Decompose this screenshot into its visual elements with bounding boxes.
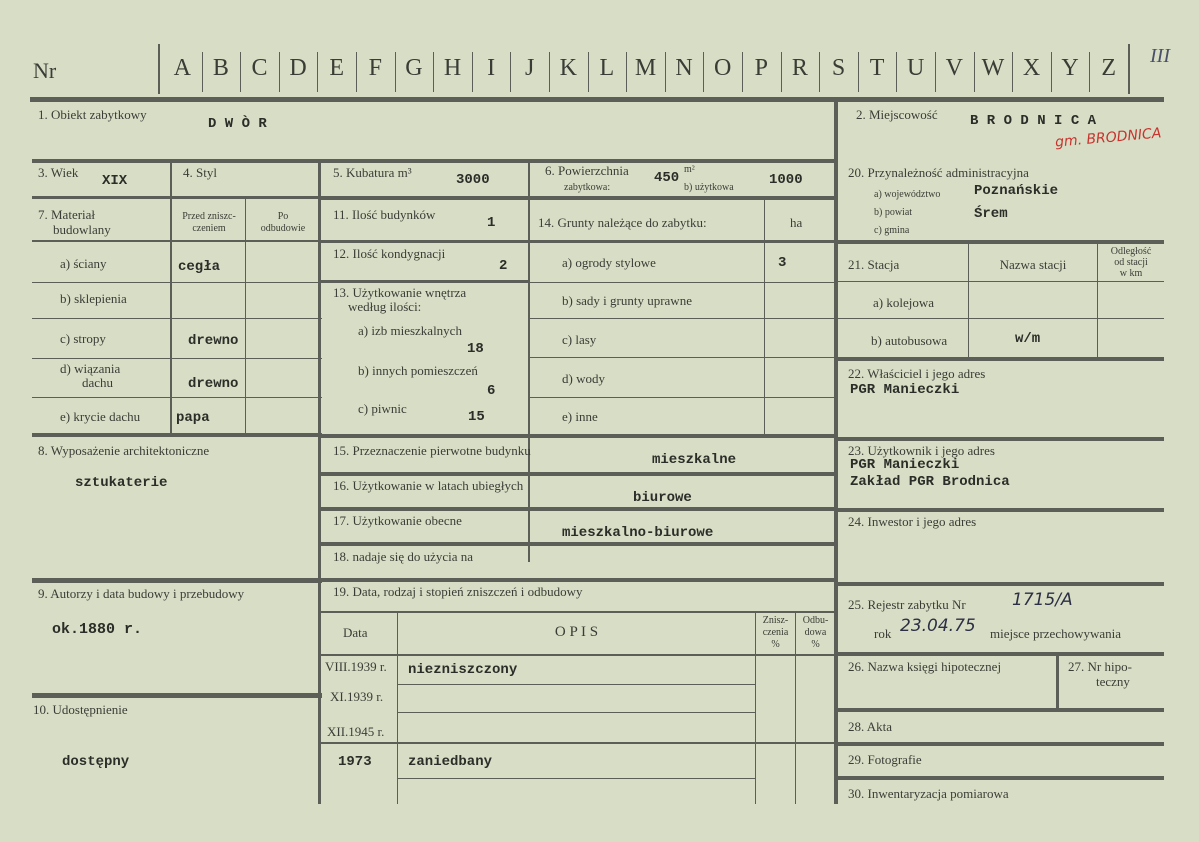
f18-label: 18. nadaje się do użycia na xyxy=(333,549,474,564)
f21-col-name: Nazwa stacji xyxy=(999,257,1067,272)
f20-a-value: Poznańskie xyxy=(974,183,1059,199)
f20-label: 20. Przynależność administracyjna xyxy=(848,165,1029,180)
corner-mark: III xyxy=(1150,45,1170,67)
f19-row-desc: niezniszczony xyxy=(408,662,518,678)
f2-value: B R O D N I C A xyxy=(970,113,1097,129)
f3-value: XIX xyxy=(102,173,128,189)
f19-label: 19. Data, rodzaj i stopień zniszczeń i odbudowy xyxy=(333,584,583,599)
f19-col-rebuild-2: dowa xyxy=(804,627,827,638)
f14-row-label-other: e) inne xyxy=(562,409,598,424)
f6-sub-a: zabytkowa: xyxy=(564,182,611,193)
material-row-label-roof-truss-1: d) wiązania xyxy=(60,361,121,376)
f6-sub-a-value: 450 xyxy=(654,170,680,186)
alphabet-letter: O xyxy=(714,55,732,81)
f21-col-dist-3: w km xyxy=(1119,268,1143,279)
f15-label: 15. Przeznaczenie pierwotne budynku xyxy=(333,443,531,458)
f7-label-2: budowlany xyxy=(53,222,111,237)
alphabet-letter: J xyxy=(525,55,535,81)
f21-a-label: a) kolejowa xyxy=(873,295,935,310)
alphabet-letter: Y xyxy=(1061,55,1079,81)
material-row-value-roof-truss: drewno xyxy=(188,376,239,392)
f28-label: 28. Akta xyxy=(848,719,893,734)
f19-col-rebuild-pct: % xyxy=(811,639,820,650)
alphabet-letter: L xyxy=(599,55,615,81)
f21-b-label: b) autobusowa xyxy=(871,333,948,348)
material-row-label-walls: a) ściany xyxy=(60,256,107,271)
f2-note: gm. BRODNICA xyxy=(1054,125,1163,151)
f25-label: 25. Rejestr zabytku Nr xyxy=(848,597,966,612)
f19-col-desc: O P I S xyxy=(554,624,599,640)
f19-col-destr-2: czenia xyxy=(762,627,789,638)
material-row-value-roofing: papa xyxy=(176,410,210,426)
f3-label: 3. Wiek xyxy=(38,165,79,180)
material-row-value-ceilings: drewno xyxy=(188,333,239,349)
f7-label-1: 7. Materiał xyxy=(38,207,96,222)
f14-row-label-waters: d) wody xyxy=(562,371,605,386)
f13-a-label: a) izb mieszkalnych xyxy=(358,323,462,338)
f27-label-2: teczny xyxy=(1096,674,1130,689)
f1-label: 1. Obiekt zabytkowy xyxy=(38,107,147,122)
alphabet-letter: P xyxy=(754,55,768,81)
f21-b-value: w/m xyxy=(1015,331,1041,347)
f25-place: miejsce przechowywania xyxy=(990,626,1122,641)
f5-label: 5. Kubatura m³ xyxy=(333,165,412,180)
f8-label: 8. Wyposażenie architektoniczne xyxy=(38,443,210,458)
f6-unit: m² xyxy=(684,164,695,175)
f9-label: 9. Autorzy i data budowy i przebudowy xyxy=(38,586,245,601)
alphabet-letter: N xyxy=(675,55,693,81)
f22-value: PGR Manieczki xyxy=(850,382,960,398)
alphabet-letter: F xyxy=(368,55,382,81)
material-row-label-roofing: e) krycie dachu xyxy=(60,409,141,424)
f19-col-destr-1: Znisz- xyxy=(762,615,789,626)
f10-value: dostępny xyxy=(62,754,130,770)
f21-col-dist-1: Odległość xyxy=(1110,246,1152,257)
f1-value: D W Ò R xyxy=(208,116,267,132)
alphabet-letter: M xyxy=(634,55,657,81)
f19-col-date: Data xyxy=(343,625,368,640)
f14-label: 14. Grunty należące do zabytku: xyxy=(538,215,707,230)
alphabet-letter: W xyxy=(981,55,1005,81)
material-row-label-ceilings: c) stropy xyxy=(60,331,106,346)
f23-value-2: Zakład PGR Brodnica xyxy=(850,474,1010,490)
f14-row-label-gardens: a) ogrody stylowe xyxy=(562,255,656,270)
f9-value: ok.1880 r. xyxy=(52,621,143,638)
f27-label-1: 27. Nr hipo- xyxy=(1068,659,1132,674)
material-row-label-roof-truss-2: dachu xyxy=(82,375,114,390)
alphabet-letter: X xyxy=(1022,55,1041,81)
f17-value: mieszkalno-biurowe xyxy=(562,525,714,541)
alphabet-letter: D xyxy=(289,55,307,81)
f19-row-date: 1973 xyxy=(338,754,372,770)
f20-c-label: c) gmina xyxy=(874,225,910,236)
f16-value: biurowe xyxy=(633,490,692,506)
alphabet-letter: Z xyxy=(1101,55,1117,81)
f12-value: 2 xyxy=(499,258,508,274)
alphabet-letter: I xyxy=(487,55,496,81)
f6-sub-b-value: 1000 xyxy=(769,172,803,188)
f30-label: 30. Inwentaryzacja pomiarowa xyxy=(848,786,1009,801)
f11-label: 11. Ilość budynków xyxy=(333,207,436,222)
f6-label: 6. Powierzchnia xyxy=(545,163,629,178)
f16-label: 16. Użytkowanie w latach ubiegłych xyxy=(333,478,524,493)
f2-label: 2. Miejscowość xyxy=(856,107,938,122)
nr-label: Nr xyxy=(33,58,57,83)
f21-col-dist-2: od stacji xyxy=(1114,257,1148,268)
f17-label: 17. Użytkowanie obecne xyxy=(333,513,462,528)
alphabet-letter: B xyxy=(212,55,229,81)
f15-value: mieszkalne xyxy=(652,452,737,468)
f13-b-value: 6 xyxy=(487,383,496,399)
alphabet-letter: R xyxy=(791,55,808,81)
f11-value: 1 xyxy=(487,215,496,231)
alphabet-letter: E xyxy=(329,55,345,81)
alphabet-letter: V xyxy=(945,55,963,81)
f26-label: 26. Nazwa księgi hipotecznej xyxy=(848,659,1002,674)
f19-row-date: VIII.1939 r. xyxy=(325,659,387,674)
f13-c-value: 15 xyxy=(468,409,485,425)
alphabet-letter: H xyxy=(443,55,462,81)
f23-label: 23. Użytkownik i jego adres xyxy=(848,443,995,458)
f14-row-label-orchards: b) sady i grunty uprawne xyxy=(562,293,692,308)
f14-row-value-gardens: 3 xyxy=(778,255,787,271)
f20-b-value: Śrem xyxy=(974,206,1008,222)
alphabet-letter: K xyxy=(559,55,577,81)
alphabet-letter: U xyxy=(907,55,925,81)
f22-label: 22. Właściciel i jego adres xyxy=(848,366,986,381)
f7-col-before-1: Przed zniszc- xyxy=(182,211,236,222)
f25-value: 1715/A xyxy=(1012,590,1073,610)
f13-b-label: b) innych pomieszczeń xyxy=(358,363,478,378)
f13-c-label: c) piwnic xyxy=(358,401,407,416)
alphabet-letter: S xyxy=(831,55,846,81)
f19-row-date: XI.1939 r. xyxy=(330,689,384,704)
f24-label: 24. Inwestor i jego adres xyxy=(848,514,977,529)
f29-label: 29. Fotografie xyxy=(848,752,922,767)
f8-value: sztukaterie xyxy=(75,475,168,491)
material-row-value-walls: cegła xyxy=(178,259,221,275)
f13-a-value: 18 xyxy=(467,341,484,357)
f19-row-desc: zaniedbany xyxy=(408,754,493,770)
f7-col-after-2: odbudowie xyxy=(260,223,306,234)
f4-label: 4. Styl xyxy=(183,165,217,180)
material-row-label-vaults: b) sklepienia xyxy=(60,291,127,306)
f7-col-after-1: Po xyxy=(277,211,289,222)
f12-label: 12. Ilość kondygnacji xyxy=(333,246,446,261)
alphabet-letter: C xyxy=(251,55,268,81)
f25-rok-value: 23.04.75 xyxy=(900,616,976,636)
f10-label: 10. Udostępnienie xyxy=(33,702,128,717)
alphabet-letter: T xyxy=(869,55,885,81)
f21-label: 21. Stacja xyxy=(848,257,900,272)
alphabet-letter: G xyxy=(405,55,423,81)
f14-unit: ha xyxy=(790,215,803,230)
f13-label-1: 13. Użytkowanie wnętrza xyxy=(333,285,467,300)
f14-row-label-forests: c) lasy xyxy=(562,332,597,347)
alphabet-letter: A xyxy=(173,55,191,81)
f7-col-before-2: czeniem xyxy=(192,223,226,234)
f19-col-destr-pct: % xyxy=(771,639,780,650)
f5-value: 3000 xyxy=(456,172,490,188)
f20-b-label: b) powiat xyxy=(874,207,913,218)
f13-label-2: według ilości: xyxy=(348,299,422,314)
f19-col-rebuild-1: Odbu- xyxy=(802,615,829,626)
f6-sub-b: b) użytkowa xyxy=(684,182,734,193)
f25-rok-label: rok xyxy=(874,626,892,641)
f20-a-label: a) województwo xyxy=(874,189,941,200)
f19-row-date: XII.1945 r. xyxy=(327,724,385,739)
f23-value-1: PGR Manieczki xyxy=(850,457,960,473)
